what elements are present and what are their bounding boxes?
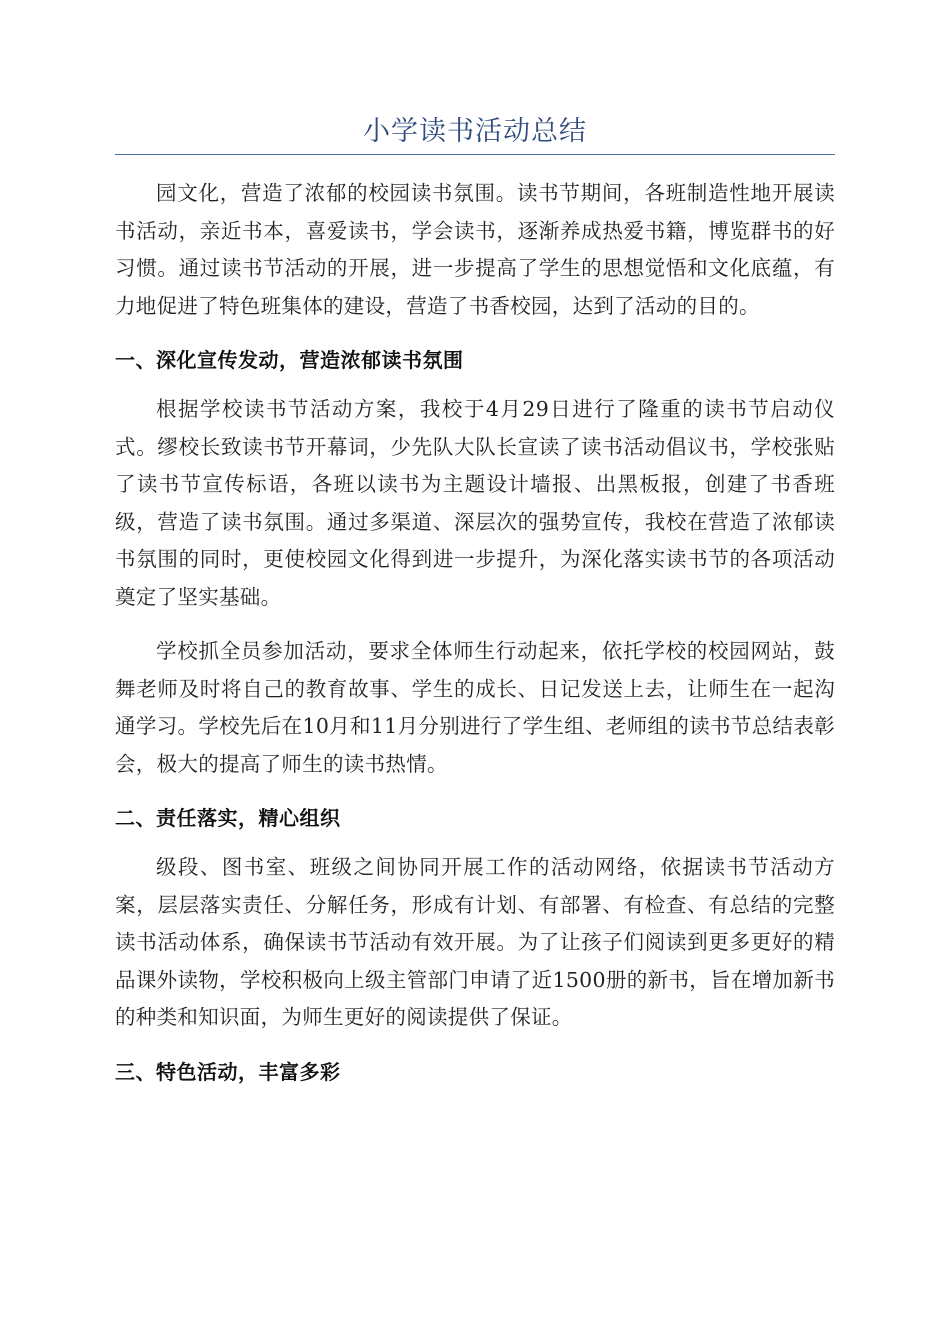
section-heading: 三、特色活动，丰富多彩 [115, 1059, 341, 1084]
section-heading: 二、责任落实，精心组织 [115, 806, 341, 830]
title-underline [115, 154, 835, 155]
document-body [115, 175, 835, 1103]
paragraph: 园文化，营造了浓郁的校园读书氛围。读书节期间，各班制造性地开展读书活动，亲近书本，喜爱读书，学会读书，逐渐养成热爱书籍，博览群书的好习惯。通过读书节活动的开展，进一步提高了学生的思想觉悟和文化底蕴，有力地促进了特色班集体的建设，营造了书香校园，达到了活动的目的。 [115, 181, 835, 318]
paragraph: 学校抓全员参加活动，要求全体师生行动起来，依托学校的校园网站，鼓舞老师及时将自己的教育故事、学生的成长、日记发送上去，让师生在一起沟通学习。学校先后在10月和11月分别进行了学生组、老师组的读书节总结表彰会，极大的提高了师生的读书热情。 [115, 639, 835, 776]
paragraph: 根据学校读书节活动方案，我校于4月29日进行了隆重的读书节启动仪式。缪校长致读书节开幕词，少先队大队长宣读了读书活动倡议书，学校张贴了读书节宣传标语，各班以读书为主题设计墙报、出黑板报，创建了书香班级，营造了读书氛围。通过多渠道、深层次的强势宣传，我校在营造了浓郁读书氛围的同时，更使校园文化得到进一步提升，为深化落实读书节的各项活动奠定了坚实基础。 [115, 397, 835, 609]
section-heading: 一、深化宣传发动，营造浓郁读书氛围 [115, 348, 464, 372]
document-title: 小学读书活动总结 [363, 116, 587, 147]
paragraph: 级段、图书室、班级之间协同开展工作的活动网络，依据读书节活动方案，层层落实责任、分解任务，形成有计划、有部署、有检查、有总结的完整读书活动体系，确保读书节活动有效开展。为了让孩子们阅读到更多更好的精品课外读物，学校积极向上级主管部门申请了近1500册的新书，旨在增加新书的种类和知识面，为师生更好的阅读提供了保证。 [115, 855, 835, 1029]
